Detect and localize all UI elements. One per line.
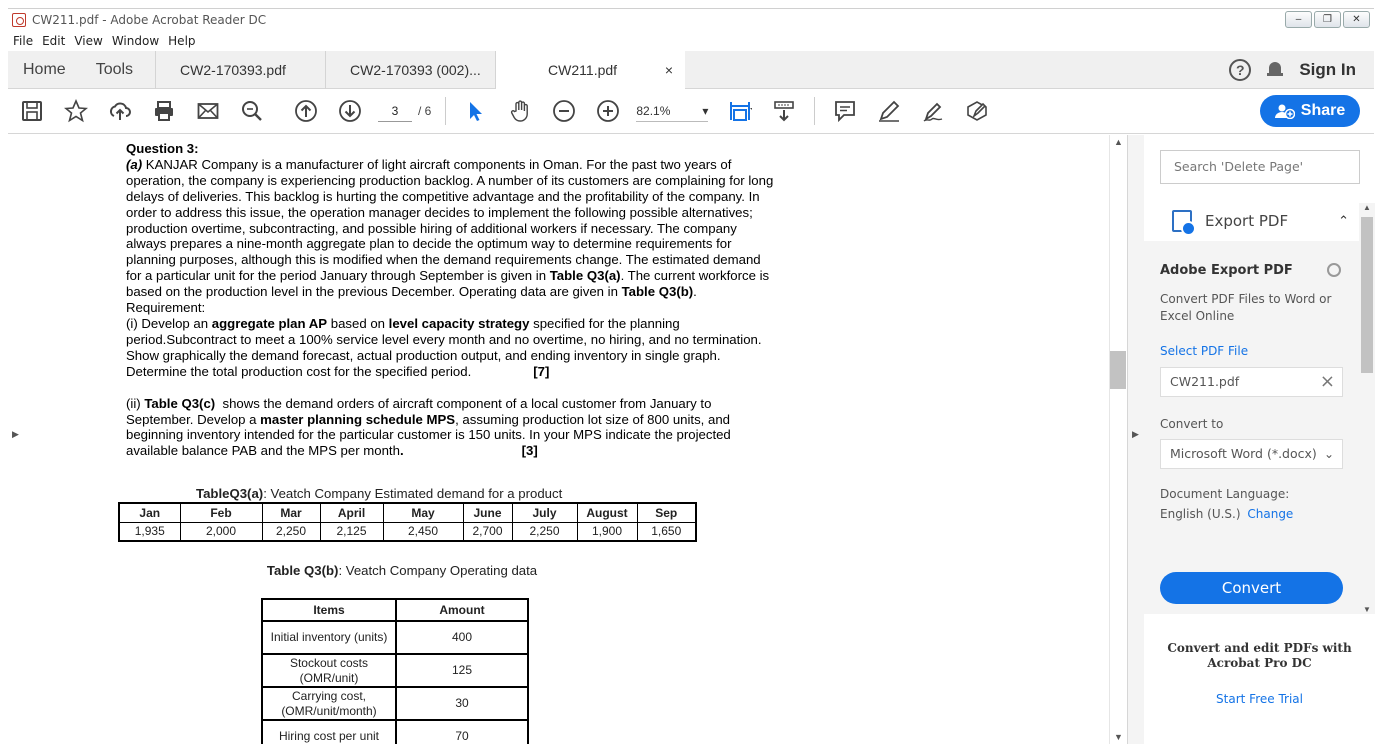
window-controls bbox=[1285, 11, 1370, 28]
right-tools-pane bbox=[1127, 135, 1374, 744]
expand-left-panel-icon[interactable]: ▶ bbox=[12, 429, 19, 439]
table-3b-caption-text: : Veatch Company Operating data bbox=[338, 563, 538, 578]
tab-document-1[interactable] bbox=[155, 51, 325, 89]
zoom-in-icon[interactable] bbox=[586, 89, 630, 134]
menu-help[interactable]: Help bbox=[168, 34, 196, 48]
requirement-heading: Requirement: bbox=[126, 300, 206, 316]
req-ii-dot: . bbox=[399, 443, 404, 459]
export-pdf-icon bbox=[1172, 210, 1192, 232]
req-ii-text-1: shows the demand orders of aircraft component of a local customer from January to September. Develop a bbox=[126, 395, 712, 427]
req-ii-start: (ii) bbox=[126, 395, 141, 411]
tab-bar bbox=[8, 51, 1374, 89]
chevron-down-icon: ⌄ bbox=[1323, 447, 1334, 461]
tab-bar-right bbox=[1229, 51, 1374, 88]
page-total: / 6 bbox=[418, 104, 432, 118]
req-i-bold-2: level capacity strategy bbox=[388, 315, 530, 331]
scroll-down-icon[interactable]: ▼ bbox=[1114, 732, 1123, 742]
remove-file-icon[interactable]: × bbox=[1319, 371, 1335, 392]
title-bar bbox=[8, 8, 1374, 31]
sign-in-button[interactable]: Sign In bbox=[1299, 59, 1356, 79]
table-3b-caption bbox=[266, 563, 538, 579]
table-3a-caption bbox=[196, 486, 562, 501]
document-viewer[interactable] bbox=[8, 135, 1126, 744]
page-down-icon[interactable] bbox=[328, 89, 372, 134]
window-title: CW211.pdf - Adobe Acrobat Reader DC bbox=[32, 13, 267, 27]
table-3a-cell: 1,935 bbox=[119, 522, 180, 541]
scrollbar-thumb[interactable] bbox=[1110, 351, 1126, 389]
table-3b bbox=[261, 598, 529, 744]
toolbar-divider bbox=[445, 97, 446, 125]
menu-bar bbox=[8, 31, 1374, 51]
fit-page-icon[interactable] bbox=[718, 89, 762, 134]
collapse-right-panel-icon[interactable]: ▶ bbox=[1132, 429, 1139, 439]
menu-file[interactable]: File bbox=[13, 34, 34, 48]
help-icon[interactable]: ? bbox=[1229, 59, 1251, 81]
page-up-icon[interactable] bbox=[284, 89, 328, 134]
close-window-button[interactable]: ✕ bbox=[1343, 11, 1370, 28]
table-3a-cell: 2,125 bbox=[320, 522, 383, 541]
table-3a-header: May bbox=[383, 503, 463, 522]
req-i-marks: [7] bbox=[533, 363, 550, 379]
selected-file-field[interactable] bbox=[1160, 367, 1343, 397]
part-a-text: KANJAR Company is a manufacturer of light aircraft components in Oman. For the past two years of operation, the company is experiencing production backlog. A number of its customers are complaining for long delays of deliveries. This backlog is hurting the competitive advantage and the profitability of the company. In order to address this issue, the operation manager decides to implement the following possible alternatives; production overtime, subcontracting, and possible hiring of additional workers if necessary. The company always prepares a nine-month aggregate plan to decide the optimum way to determine requirements for planning purposes, although this is modified when the demand requirements change. The estimated demand for a particular unit for the period January through September is given in bbox=[126, 156, 774, 284]
part-a-end: . bbox=[693, 284, 697, 300]
export-pdf-title: Adobe Export PDF bbox=[1160, 263, 1293, 278]
page-number-input[interactable]: 3 bbox=[378, 100, 412, 122]
table-3b-reference: Table Q3(b) bbox=[621, 284, 694, 300]
table-3b-caption-bold: Table Q3(b) bbox=[266, 563, 339, 578]
panel-scrollbar[interactable] bbox=[1359, 203, 1375, 614]
table-3a-header: August bbox=[577, 503, 637, 522]
paragraph-gap bbox=[126, 380, 776, 396]
req-i-mid: based on bbox=[330, 315, 385, 331]
email-icon[interactable] bbox=[186, 89, 230, 134]
scroll-mode-icon[interactable] bbox=[762, 89, 806, 134]
table-row bbox=[262, 687, 528, 720]
notification-bell-icon[interactable] bbox=[1267, 61, 1283, 79]
table-3a-header: Jan bbox=[119, 503, 180, 522]
export-pdf-panel bbox=[1144, 241, 1359, 614]
table-3b-amount: 125 bbox=[396, 654, 528, 687]
scroll-down-icon[interactable]: ▼ bbox=[1363, 605, 1371, 614]
chevron-up-icon[interactable]: ⌃ bbox=[1338, 213, 1349, 228]
req-ii-text-2: , assuming production lot size of 800 units, and beginning inventory intended for the particular customer is 150 units. In your MPS indicate the projected available balance PAB and the MPS per month bbox=[126, 411, 731, 459]
toolbar bbox=[8, 89, 1374, 134]
restore-button[interactable]: ❐ bbox=[1314, 11, 1341, 28]
zoom-level-value: 82.1% bbox=[636, 104, 671, 118]
table-3b-amount: 30 bbox=[396, 687, 528, 720]
toolbar-divider-2 bbox=[814, 97, 815, 125]
select-cursor-icon[interactable] bbox=[454, 89, 498, 134]
question-title: Question 3: bbox=[126, 141, 199, 156]
upload-cloud-icon[interactable] bbox=[98, 89, 142, 134]
sign-icon[interactable] bbox=[911, 89, 955, 134]
req-i-start: (i) Develop an bbox=[126, 315, 209, 331]
table-3a-cell: 2,250 bbox=[512, 522, 577, 541]
print-icon[interactable] bbox=[142, 89, 186, 134]
requirement-ii bbox=[126, 396, 776, 460]
part-a-label: (a) bbox=[126, 156, 143, 172]
zoom-level-dropdown[interactable] bbox=[636, 100, 708, 122]
req-ii-marks: [3] bbox=[521, 443, 538, 459]
close-tab-icon[interactable]: × bbox=[664, 62, 674, 78]
convert-format-value: Microsoft Word (*.docx) bbox=[1170, 446, 1317, 461]
tab-document-1-label: CW2-170393.pdf bbox=[180, 62, 286, 78]
table-3a bbox=[118, 502, 697, 542]
share-button-label: Share bbox=[1300, 102, 1346, 119]
highlight-pen-icon[interactable] bbox=[867, 89, 911, 134]
table-3b-header-row bbox=[262, 599, 528, 621]
table-3b-amount: 400 bbox=[396, 621, 528, 654]
export-pdf-description: Convert PDF Files to Word or Excel Online bbox=[1160, 292, 1332, 323]
table-3b-item: Carrying cost, (OMR/unit/month) bbox=[262, 687, 396, 720]
scroll-up-icon[interactable]: ▲ bbox=[1114, 137, 1123, 147]
convert-format-select[interactable] bbox=[1160, 439, 1343, 469]
zoom-out-icon[interactable] bbox=[542, 89, 586, 134]
chevron-down-icon: ▾ bbox=[702, 104, 709, 118]
minimize-button[interactable]: – bbox=[1285, 11, 1312, 28]
document-language-label: Document Language: bbox=[1160, 487, 1290, 501]
req-ii-bold-2: master planning schedule MPS bbox=[260, 411, 456, 427]
document-language bbox=[1160, 507, 1293, 521]
table-3a-header: April bbox=[320, 503, 383, 522]
right-panel-body bbox=[1144, 135, 1375, 744]
bookmark-star-icon[interactable] bbox=[54, 89, 98, 134]
document-language-value: English (U.S.) bbox=[1160, 507, 1241, 521]
table-3a-cell: 2,250 bbox=[262, 522, 320, 541]
table-row bbox=[262, 621, 528, 654]
table-3b-item: Stockout costs (OMR/unit) bbox=[262, 654, 396, 687]
hand-icon[interactable] bbox=[498, 89, 542, 134]
table-3b-header: Items bbox=[262, 599, 396, 621]
tools-search-input[interactable]: Search 'Delete Page' bbox=[1160, 150, 1360, 184]
export-pdf-label: Export PDF bbox=[1205, 212, 1289, 230]
tab-document-3-label: CW211.pdf bbox=[548, 62, 618, 78]
req-i-text: specified for the planning period.Subcontract to meet a 100% service level every month and no overtime, no hiring, and no termination. Show graphically the demand forecast, actual production output, and ending inventory in single graph. Determine the total production cost for the specified period. bbox=[126, 315, 762, 379]
panel-scrollbar-thumb[interactable] bbox=[1361, 217, 1373, 373]
table-3a-caption-text: : Veatch Company Estimated demand for a product bbox=[263, 486, 563, 501]
tab-document-2-label: CW2-170393 (002)... bbox=[350, 62, 481, 78]
acrobat-pro-promo: Convert and edit PDFs with Acrobat Pro DC bbox=[1167, 641, 1352, 670]
menu-view[interactable]: View bbox=[74, 34, 103, 48]
change-language-link[interactable]: Change bbox=[1247, 507, 1294, 521]
tab-document-2[interactable] bbox=[325, 51, 495, 89]
table-row bbox=[262, 654, 528, 687]
table-3a-cell: 2,450 bbox=[383, 522, 463, 541]
pdf-page-text bbox=[126, 141, 776, 459]
requirement-i bbox=[126, 316, 776, 380]
left-panel-toggle[interactable] bbox=[8, 135, 24, 744]
table-3b-amount: 70 bbox=[396, 720, 528, 744]
table-3a-header: June bbox=[463, 503, 512, 522]
table-3a-header-row bbox=[119, 503, 696, 522]
table-3a-reference: Table Q3(a) bbox=[549, 268, 621, 284]
part-a-text-2: . The current workforce is based on the production level in the previous December. Operating data are given in bbox=[126, 268, 770, 300]
export-pdf-header[interactable] bbox=[1144, 203, 1359, 239]
table-3a-header: Mar bbox=[262, 503, 320, 522]
selected-file-name: CW211.pdf bbox=[1170, 374, 1240, 389]
table-3b-item: Initial inventory (units) bbox=[262, 621, 396, 654]
table-3a-caption-bold: TableQ3(a) bbox=[196, 486, 264, 501]
table-3a-cell: 1,650 bbox=[637, 522, 696, 541]
table-3b-item: Hiring cost per unit bbox=[262, 720, 396, 744]
table-3a-header: July bbox=[512, 503, 577, 522]
table-3a-value-row bbox=[119, 522, 696, 541]
table-3b-header: Amount bbox=[396, 599, 528, 621]
table-3a-header: Feb bbox=[180, 503, 262, 522]
scroll-up-icon[interactable]: ▲ bbox=[1363, 203, 1371, 212]
tab-document-3[interactable] bbox=[495, 51, 685, 89]
part-a-paragraph bbox=[126, 157, 776, 300]
save-icon[interactable] bbox=[10, 89, 54, 134]
start-free-trial-link[interactable]: Start Free Trial bbox=[1216, 692, 1303, 706]
share-button[interactable] bbox=[1260, 95, 1360, 127]
zoom-search-icon[interactable] bbox=[230, 89, 274, 134]
select-pdf-file-link[interactable]: Select PDF File bbox=[1160, 344, 1249, 358]
table-3a-cell: 2,700 bbox=[463, 522, 512, 541]
convert-button[interactable]: Convert bbox=[1160, 572, 1343, 604]
settings-gear-icon[interactable] bbox=[1327, 263, 1341, 277]
add-user-icon bbox=[1275, 103, 1295, 119]
req-i-bold-1: aggregate plan AP bbox=[211, 315, 328, 331]
table-3a-header: Sep bbox=[637, 503, 696, 522]
menu-window[interactable]: Window bbox=[111, 34, 160, 48]
convert-to-label: Convert to bbox=[1160, 417, 1224, 431]
comment-icon[interactable] bbox=[823, 89, 867, 134]
table-3a-cell: 1,900 bbox=[577, 522, 637, 541]
tab-tools[interactable]: Tools bbox=[95, 61, 134, 78]
fill-sign-icon[interactable] bbox=[955, 89, 999, 134]
acrobat-app-icon bbox=[12, 13, 26, 27]
menu-edit[interactable]: Edit bbox=[42, 34, 66, 48]
req-ii-bold-1: Table Q3(c) bbox=[144, 395, 216, 411]
right-panel-toggle[interactable] bbox=[1128, 135, 1144, 744]
tab-home[interactable]: Home bbox=[23, 61, 66, 78]
table-row bbox=[262, 720, 528, 744]
document-scrollbar[interactable] bbox=[1109, 135, 1126, 744]
table-3a-cell: 2,000 bbox=[180, 522, 262, 541]
